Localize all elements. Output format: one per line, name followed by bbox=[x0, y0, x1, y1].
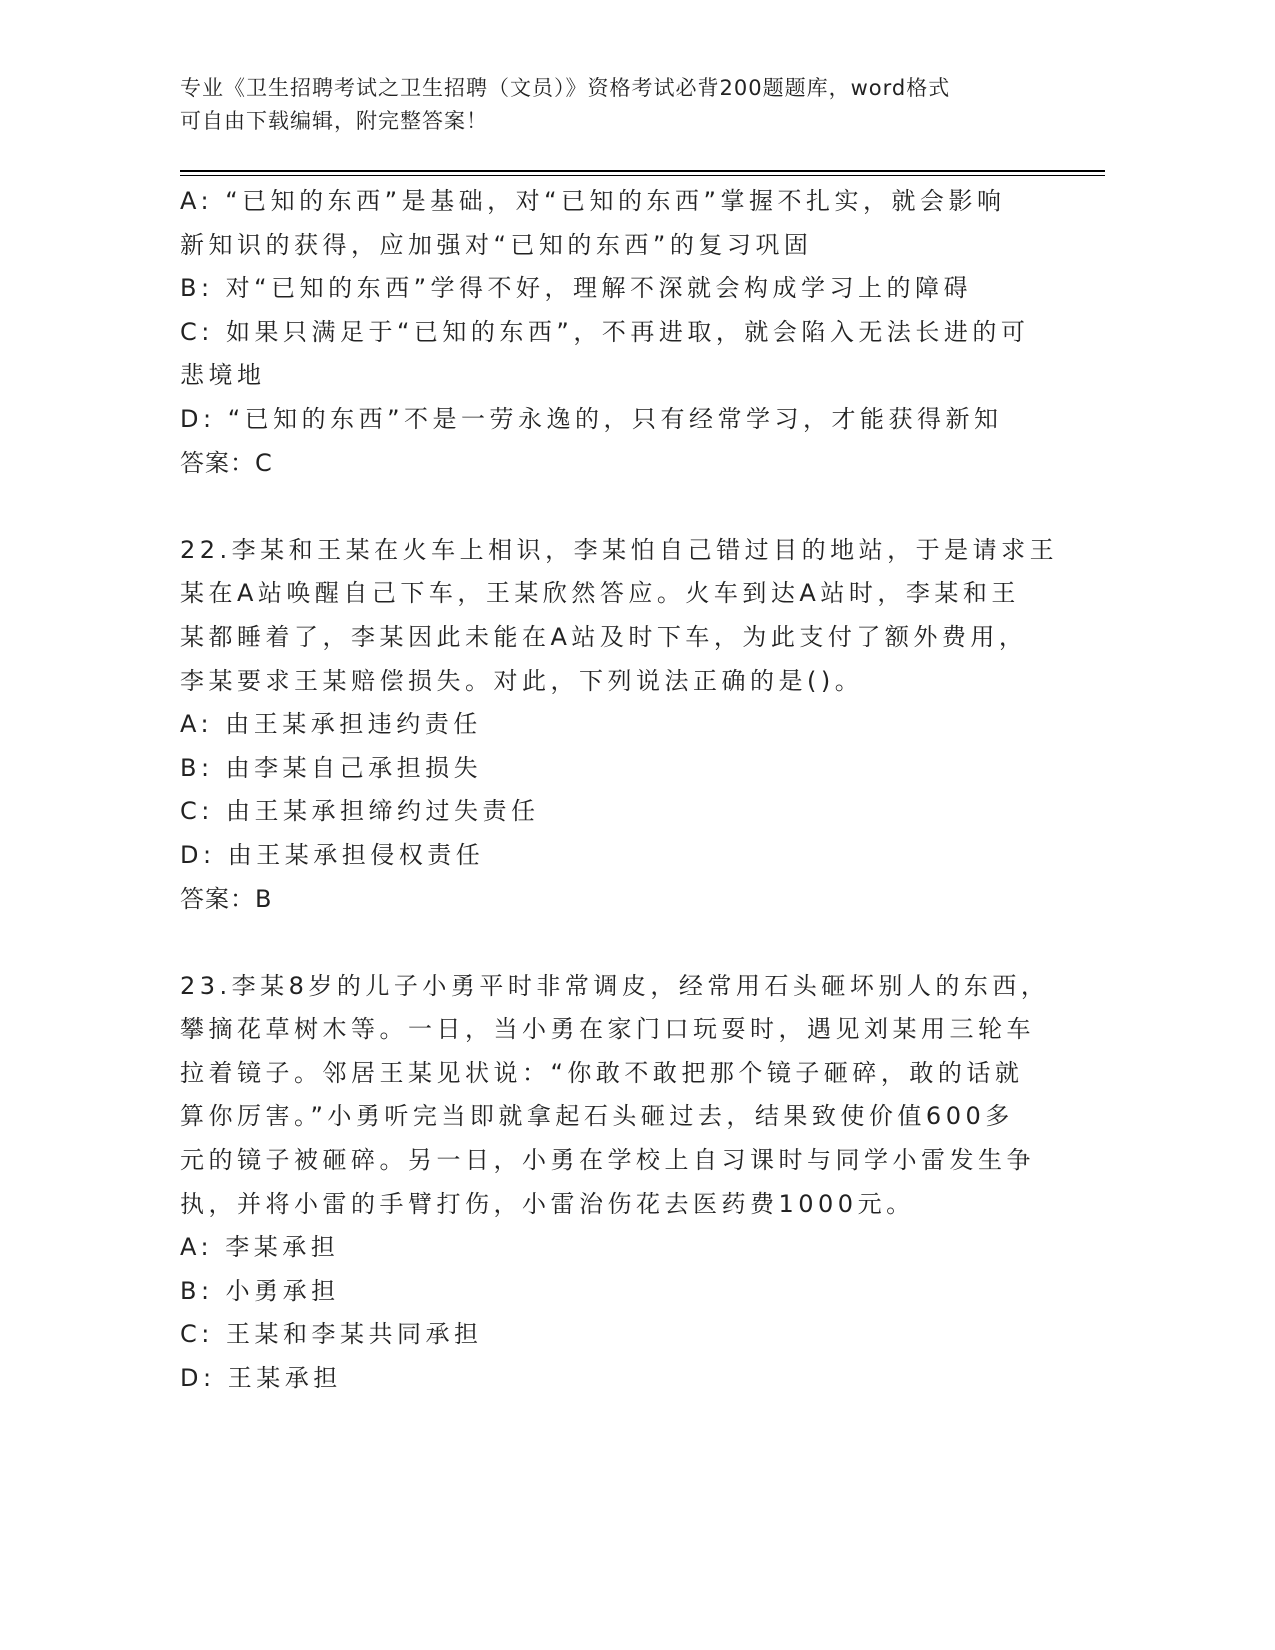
option-a-cont: 新知识的获得，应加强对“已知的东西”的复习巩固 bbox=[180, 230, 813, 259]
header-divider bbox=[180, 170, 1105, 172]
question-stem: 算你厉害。”小勇听完当即就拿起石头砸过去，结果致使价值600多 bbox=[180, 1102, 1014, 1131]
option-b: B: 由李某自己承担损失 bbox=[180, 753, 483, 782]
question-stem: 拉着镜子。邻居王某见状说：“你敢不敢把那个镜子砸碎，敢的话就 bbox=[180, 1058, 1024, 1087]
question-stem: 23.李某8岁的儿子小勇平时非常调皮，经常用石头砸坏别人的东西， bbox=[180, 971, 1050, 1000]
option-c-cont: 悲境地 bbox=[180, 361, 266, 390]
question-stem: 某都睡着了，李某因此未能在A站及时下车，为此支付了额外费用， bbox=[180, 622, 1028, 651]
document-header bbox=[180, 72, 1080, 138]
option-b: B: 小勇承担 bbox=[180, 1276, 340, 1305]
question-23 bbox=[180, 965, 1080, 1401]
question-stem: 元的镜子被砸碎。另一日，小勇在学校上自习课时与同学小雷发生争 bbox=[180, 1146, 1035, 1175]
question-stem: 某在A站唤醒自己下车，王某欣然答应。火车到达A站时，李某和王 bbox=[180, 579, 1020, 608]
option-c: C: 如果只满足于“已知的东西”，不再进取，就会陷入无法长进的可 bbox=[180, 317, 1030, 346]
option-d: D: “已知的东西”不是一劳永逸的，只有经常学习，才能获得新知 bbox=[180, 404, 1003, 433]
option-b: B: 对“已知的东西”学得不好，理解不深就会构成学习上的障碍 bbox=[180, 274, 973, 303]
question-stem: 22.李某和王某在火车上相识，李某怕自己错过目的地站，于是请求王 bbox=[180, 535, 1059, 564]
option-d: D: 由王某承担侵权责任 bbox=[180, 840, 485, 869]
document-body bbox=[180, 180, 1080, 1401]
question-stem: 攀摘花草树木等。一日，当小勇在家门口玩耍时，遇见刘某用三轮车 bbox=[180, 1015, 1035, 1044]
header-divider-thin bbox=[180, 175, 1105, 176]
option-a: A: 李某承担 bbox=[180, 1233, 340, 1262]
option-a: A: “已知的东西”是基础，对“已知的东西”掌握不扎实，就会影响 bbox=[180, 187, 1006, 215]
header-line: 专业《卫生招聘考试之卫生招聘（文员）》资格考试必背200题题库，word格式 bbox=[180, 76, 951, 100]
header-line: 可自由下载编辑，附完整答案！ bbox=[180, 109, 488, 133]
answer: 答案：B bbox=[180, 884, 273, 913]
option-d: D: 王某承担 bbox=[180, 1364, 342, 1393]
question-22 bbox=[180, 529, 1080, 921]
option-c: C: 王某和李某共同承担 bbox=[180, 1320, 483, 1349]
question-21 bbox=[180, 180, 1080, 485]
answer: 答案：C bbox=[180, 448, 273, 477]
option-c: C: 由王某承担缔约过失责任 bbox=[180, 797, 540, 826]
option-a: A: 由王某承担违约责任 bbox=[180, 710, 482, 739]
question-stem: 执，并将小雷的手臂打伤，小雷治伤花去医药费1000元。 bbox=[180, 1189, 915, 1218]
question-stem: 李某要求王某赔偿损失。对此，下列说法正确的是()。 bbox=[180, 666, 864, 695]
